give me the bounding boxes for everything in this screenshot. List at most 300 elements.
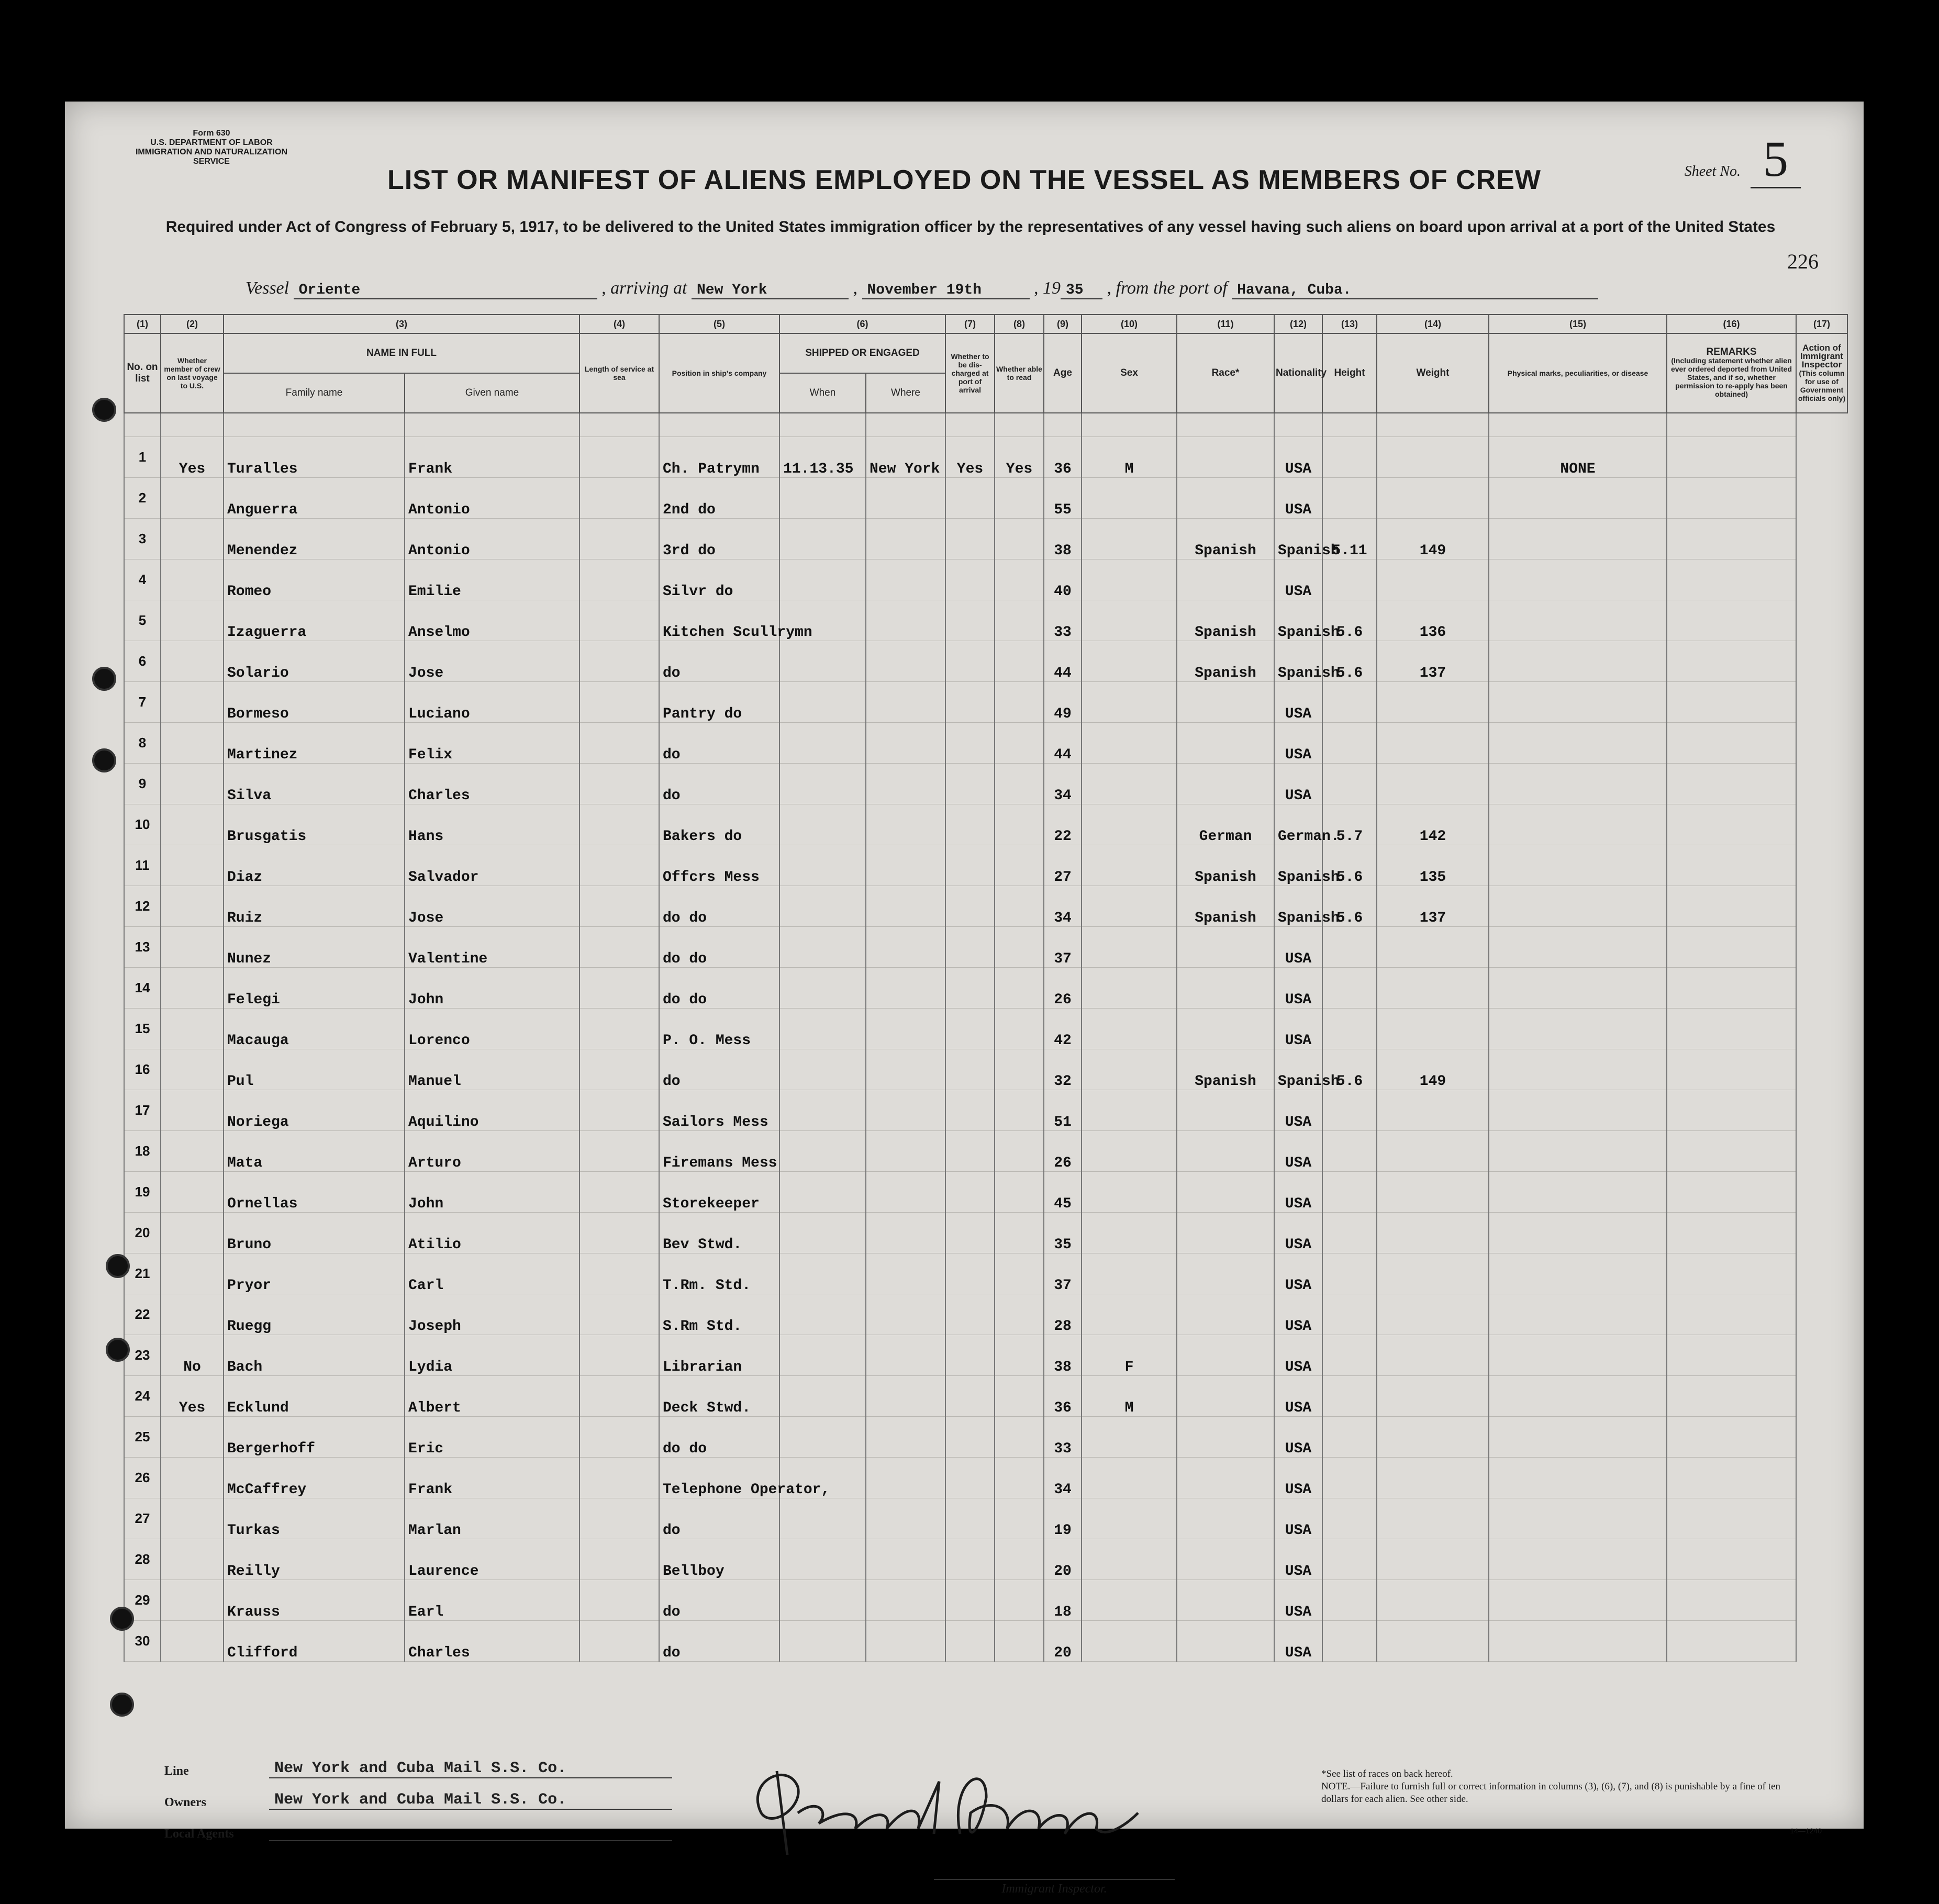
member-last-voyage-cell [161,1294,224,1335]
given-name-cell: Earl [405,1580,580,1621]
height-cell [1322,1131,1377,1172]
height-cell [1322,1498,1377,1539]
inspector-action-cell [1667,927,1796,968]
header-when: When [779,373,866,413]
department-name: U.S. DEPARTMENT OF LABOR [150,138,273,147]
given-name-cell: Felix [405,723,580,764]
crew-table-wrapper [124,314,1848,1662]
page-title: LIST OR MANIFEST OF ALIENS EMPLOYED ON THE VESSEL AS MEMBERS OF CREW [387,165,1541,195]
family-name-cell: Bruno [224,1213,405,1253]
col-num-12: (12) [1274,315,1322,333]
given-name-cell: Marlan [405,1498,580,1539]
given-name-cell: Joseph [405,1294,580,1335]
arriving-label: , arriving at [601,278,687,298]
physical-marks-cell [1489,1253,1667,1294]
physical-marks-cell [1489,927,1667,968]
inspector-action-cell [1667,1417,1796,1458]
shipped-when-cell [779,1498,866,1539]
physical-marks-cell [1489,968,1667,1009]
table-row [124,723,1847,764]
given-name-cell: Valentine [405,927,580,968]
col-num-17: (17) [1796,315,1847,333]
given-name-cell: Laurence [405,1539,580,1580]
able-to-read-cell [995,886,1044,927]
race-cell [1177,723,1274,764]
shipped-where-cell [866,641,945,682]
able-to-read-cell [995,1621,1044,1662]
shipped-where-cell [866,519,945,559]
discharged-cell [945,968,995,1009]
able-to-read-cell [995,1580,1044,1621]
weight-cell [1377,1213,1489,1253]
physical-marks-cell [1489,1621,1667,1662]
age-cell: 44 [1044,723,1082,764]
weight-cell: 136 [1377,600,1489,641]
table-row [124,1417,1847,1458]
age-cell: 26 [1044,968,1082,1009]
family-name-cell: Brusgatis [224,804,405,845]
page-number: 226 [1787,250,1819,273]
age-cell: 19 [1044,1498,1082,1539]
member-last-voyage-cell: Yes [161,1376,224,1417]
able-to-read-cell [995,1090,1044,1131]
given-name-cell: Carl [405,1253,580,1294]
inspector-action-cell [1667,1294,1796,1335]
position-cell: Bev Stwd. [659,1213,779,1253]
discharged-cell [945,1090,995,1131]
position-cell: 3rd do [659,519,779,559]
family-name-cell: Clifford [224,1621,405,1662]
able-to-read-cell [995,1131,1044,1172]
shipped-where-cell [866,1539,945,1580]
weight-cell [1377,1009,1489,1049]
nationality-cell: Spanish [1274,641,1322,682]
table-row [124,1498,1847,1539]
physical-marks-cell [1489,1172,1667,1213]
line-value: New York and Cuba Mail S.S. Co. [269,1760,672,1778]
penalty-note: NOTE.—Failure to furnish full or correct information in columns (3), (6), (7), and (8) is punishable by a fine of ten dollars for each alien. See other side. [1321,1781,1780,1805]
length-of-service-cell [580,804,659,845]
physical-marks-cell [1489,1049,1667,1090]
inspector-action-cell [1667,1498,1796,1539]
header-race: Race* [1177,333,1274,413]
shipped-where-cell [866,478,945,519]
race-cell [1177,1294,1274,1335]
sex-cell [1082,1049,1177,1090]
row-number-cell: 16 [124,1049,161,1090]
physical-marks-cell [1489,519,1667,559]
able-to-read-cell [995,559,1044,600]
age-cell: 38 [1044,519,1082,559]
table-row [124,1539,1847,1580]
col-num-14: (14) [1377,315,1489,333]
weight-cell [1377,437,1489,478]
shipped-where-cell [866,1090,945,1131]
sex-cell [1082,968,1177,1009]
family-name-cell: McCaffrey [224,1458,405,1498]
physical-marks-cell [1489,804,1667,845]
column-numbers-row [124,315,1847,333]
discharged-cell [945,682,995,723]
row-number-cell: 10 [124,804,161,845]
shipped-where-cell [866,804,945,845]
physical-marks-cell [1489,1335,1667,1376]
position-cell: do do [659,927,779,968]
physical-marks-cell [1489,1213,1667,1253]
discharged-cell [945,1009,995,1049]
weight-cell [1377,764,1489,804]
nationality-cell: Spanish [1274,519,1322,559]
family-name-cell: Turkas [224,1498,405,1539]
sex-cell [1082,559,1177,600]
shipped-when-cell [779,723,866,764]
footer-notes [1321,1768,1792,1806]
vessel-name: Oriente [294,282,597,299]
able-to-read-cell [995,764,1044,804]
length-of-service-cell [580,559,659,600]
shipped-when-cell [779,1253,866,1294]
position-cell: do [659,641,779,682]
height-cell [1322,1458,1377,1498]
height-cell [1322,1376,1377,1417]
shipped-where-cell [866,1131,945,1172]
header-discharged: Whether to be dis-charged at port of arrival [945,333,995,413]
given-name-cell: Hans [405,804,580,845]
header-position: Position in ship's company [659,333,779,413]
weight-cell [1377,1090,1489,1131]
able-to-read-cell [995,1498,1044,1539]
col-num-10: (10) [1082,315,1177,333]
inspector-action-cell [1667,886,1796,927]
race-cell [1177,1090,1274,1131]
arrival-year: 35 [1061,282,1102,299]
discharged-cell [945,723,995,764]
table-row [124,519,1847,559]
weight-cell [1377,927,1489,968]
weight-cell [1377,1253,1489,1294]
service-name: IMMIGRATION AND NATURALIZATION SERVICE [135,148,288,166]
header-member-last-voyage: Whether member of crew on last voyage to U.S. [161,333,224,413]
member-last-voyage-cell [161,886,224,927]
shipped-when-cell [779,886,866,927]
shipped-when-cell [779,1335,866,1376]
physical-marks-cell [1489,1294,1667,1335]
length-of-service-cell [580,437,659,478]
member-last-voyage-cell [161,600,224,641]
shipped-where-cell [866,1498,945,1539]
given-name-cell: Lorenco [405,1009,580,1049]
member-last-voyage-cell [161,927,224,968]
age-cell: 34 [1044,764,1082,804]
col-num-1: (1) [124,315,161,333]
table-row [124,1049,1847,1090]
table-row [124,1009,1847,1049]
nationality-cell: USA [1274,1458,1322,1498]
discharged-cell [945,600,995,641]
vessel-label: Vessel [246,278,289,298]
shipped-where-cell [866,1253,945,1294]
length-of-service-cell [580,1376,659,1417]
discharged-cell [945,764,995,804]
sex-cell [1082,886,1177,927]
sheet-number-label: Sheet No. [1684,163,1741,180]
family-name-cell: Izaguerra [224,600,405,641]
line-label: Line [164,1764,189,1778]
age-cell: 37 [1044,1253,1082,1294]
discharged-cell [945,519,995,559]
sheet-number-value: 5 [1751,131,1801,188]
given-name-cell: Luciano [405,682,580,723]
sex-cell [1082,1621,1177,1662]
given-name-cell: Manuel [405,1049,580,1090]
length-of-service-cell [580,1213,659,1253]
member-last-voyage-cell [161,1580,224,1621]
row-number-cell: 4 [124,559,161,600]
weight-cell [1377,968,1489,1009]
shipped-when-cell [779,682,866,723]
discharged-cell [945,1213,995,1253]
col-num-11: (11) [1177,315,1274,333]
member-last-voyage-cell [161,1539,224,1580]
nationality-cell: USA [1274,1580,1322,1621]
table-row [124,1458,1847,1498]
height-cell [1322,682,1377,723]
discharged-cell [945,641,995,682]
height-cell: 5.11 [1322,519,1377,559]
age-cell: 40 [1044,559,1082,600]
race-cell [1177,1539,1274,1580]
inspector-signature-icon [740,1750,1159,1865]
shipped-when-cell [779,804,866,845]
physical-marks-cell [1489,1580,1667,1621]
weight-cell [1377,1376,1489,1417]
form-code: 14—1240 [1790,1827,1822,1835]
member-last-voyage-cell [161,1417,224,1458]
weight-cell [1377,1498,1489,1539]
length-of-service-cell [580,1049,659,1090]
inspector-action-cell [1667,1539,1796,1580]
race-cell [1177,1335,1274,1376]
age-cell: 36 [1044,1376,1082,1417]
shipped-when-cell [779,559,866,600]
sex-cell [1082,1131,1177,1172]
shipped-when-cell: 11.13.35 [779,437,866,478]
crew-table [124,314,1848,1662]
sex-cell [1082,764,1177,804]
header-physical-marks: Physical marks, peculiarities, or disease [1489,333,1667,413]
header-remarks [1667,333,1796,413]
given-name-cell: Jose [405,641,580,682]
nationality-cell: USA [1274,1498,1322,1539]
row-number-cell: 14 [124,968,161,1009]
weight-cell [1377,1172,1489,1213]
height-cell [1322,764,1377,804]
member-last-voyage-cell [161,764,224,804]
position-cell: do [659,764,779,804]
family-name-cell: Ruiz [224,886,405,927]
length-of-service-cell [580,1253,659,1294]
physical-marks-cell [1489,1539,1667,1580]
sex-cell [1082,519,1177,559]
shipped-where-cell [866,682,945,723]
row-number-cell: 19 [124,1172,161,1213]
family-name-cell: Mata [224,1131,405,1172]
length-of-service-cell [580,1335,659,1376]
shipped-when-cell [779,1621,866,1662]
row-number-cell: 17 [124,1090,161,1131]
position-cell: S.Rm Std. [659,1294,779,1335]
family-name-cell: Bergerhoff [224,1417,405,1458]
discharged-cell [945,1376,995,1417]
table-row [124,1213,1847,1253]
position-cell: T.Rm. Std. [659,1253,779,1294]
form-info [128,129,295,166]
age-cell: 18 [1044,1580,1082,1621]
header-where: Where [866,373,945,413]
shipped-where-cell [866,1172,945,1213]
length-of-service-cell [580,1417,659,1458]
member-last-voyage-cell [161,845,224,886]
nationality-cell: USA [1274,927,1322,968]
inspector-action-cell [1667,1580,1796,1621]
height-cell [1322,1294,1377,1335]
position-cell: Offcrs Mess [659,845,779,886]
row-number-cell: 5 [124,600,161,641]
race-cell [1177,1009,1274,1049]
sex-cell [1082,1172,1177,1213]
row-number-cell: 20 [124,1213,161,1253]
race-cell [1177,1458,1274,1498]
age-cell: 42 [1044,1009,1082,1049]
physical-marks-cell [1489,682,1667,723]
able-to-read-cell [995,1049,1044,1090]
age-cell: 55 [1044,478,1082,519]
table-row [124,641,1847,682]
header-action-title: Action of Immigrant Inspector [1800,343,1844,369]
race-cell: Spanish [1177,1049,1274,1090]
physical-marks-cell [1489,886,1667,927]
shipped-when-cell [779,1294,866,1335]
sex-cell [1082,845,1177,886]
header-height: Height [1322,333,1377,413]
row-number-cell: 27 [124,1498,161,1539]
inspector-action-cell [1667,1458,1796,1498]
col-num-16: (16) [1667,315,1796,333]
given-name-cell: Salvador [405,845,580,886]
position-cell: do do [659,968,779,1009]
vessel-line: Vessel Oriente , arriving at New York , November 19th , 19 35 , from the port of Havana, Cuba. [246,278,1598,299]
shipped-where-cell [866,968,945,1009]
age-cell: 36 [1044,437,1082,478]
given-name-cell: Arturo [405,1131,580,1172]
nationality-cell: USA [1274,1090,1322,1131]
age-cell: 34 [1044,886,1082,927]
shipped-where-cell [866,559,945,600]
shipped-when-cell [779,1172,866,1213]
position-cell: Deck Stwd. [659,1376,779,1417]
shipped-when-cell [779,927,866,968]
race-cell [1177,437,1274,478]
table-row [124,845,1847,886]
length-of-service-cell [580,1090,659,1131]
family-name-cell: Diaz [224,845,405,886]
position-cell: do [659,1049,779,1090]
spacer-row [124,413,1847,437]
height-cell: 5.6 [1322,641,1377,682]
member-last-voyage-cell [161,1131,224,1172]
inspector-action-cell [1667,1009,1796,1049]
position-cell: Bakers do [659,804,779,845]
table-row [124,968,1847,1009]
weight-cell [1377,1335,1489,1376]
weight-cell [1377,682,1489,723]
position-cell: do [659,1621,779,1662]
weight-cell: 135 [1377,845,1489,886]
member-last-voyage-cell [161,1253,224,1294]
weight-cell: 137 [1377,886,1489,927]
header-length-of-service: Length of service at sea [580,333,659,413]
age-cell: 33 [1044,600,1082,641]
member-last-voyage-cell [161,519,224,559]
page-subtitle: Required under Act of Congress of February 5, 1917, to be delivered to the United States immigration officer by the representatives of any vessel having such aliens on board upon arrival at a port of the United States [165,218,1776,236]
col-num-4: (4) [580,315,659,333]
nationality-cell: Spanish [1274,600,1322,641]
local-agents-label: Local Agents [164,1827,234,1841]
header-weight: Weight [1377,333,1489,413]
able-to-read-cell [995,1172,1044,1213]
position-cell: do [659,723,779,764]
weight-cell: 137 [1377,641,1489,682]
race-cell [1177,559,1274,600]
race-cell [1177,478,1274,519]
able-to-read-cell [995,682,1044,723]
family-name-cell: Ruegg [224,1294,405,1335]
given-name-cell: Frank [405,437,580,478]
manifest-sheet [65,102,1864,1896]
given-name-cell: Frank [405,1458,580,1498]
age-cell: 26 [1044,1131,1082,1172]
sex-cell [1082,1458,1177,1498]
shipped-when-cell [779,968,866,1009]
able-to-read-cell: Yes [995,437,1044,478]
local-agents-field [164,1810,672,1841]
table-row [124,1621,1847,1662]
header-row [124,333,1847,373]
height-cell [1322,1213,1377,1253]
length-of-service-cell [580,1539,659,1580]
member-last-voyage-cell [161,968,224,1009]
row-number-cell: 7 [124,682,161,723]
binder-hole-icon [92,398,116,422]
form-number: Form 630 [193,129,230,138]
shipped-where-cell [866,1009,945,1049]
given-name-cell: John [405,968,580,1009]
inspector-action-cell [1667,968,1796,1009]
position-cell: Pantry do [659,682,779,723]
weight-cell: 142 [1377,804,1489,845]
row-number-cell: 6 [124,641,161,682]
height-cell [1322,437,1377,478]
member-last-voyage-cell [161,1213,224,1253]
weight-cell: 149 [1377,519,1489,559]
weight-cell [1377,1294,1489,1335]
weight-cell [1377,723,1489,764]
from-label: , from the port of [1107,278,1228,298]
given-name-cell: Charles [405,1621,580,1662]
height-cell: 5.6 [1322,886,1377,927]
shipped-when-cell [779,1539,866,1580]
col-num-5: (5) [659,315,779,333]
